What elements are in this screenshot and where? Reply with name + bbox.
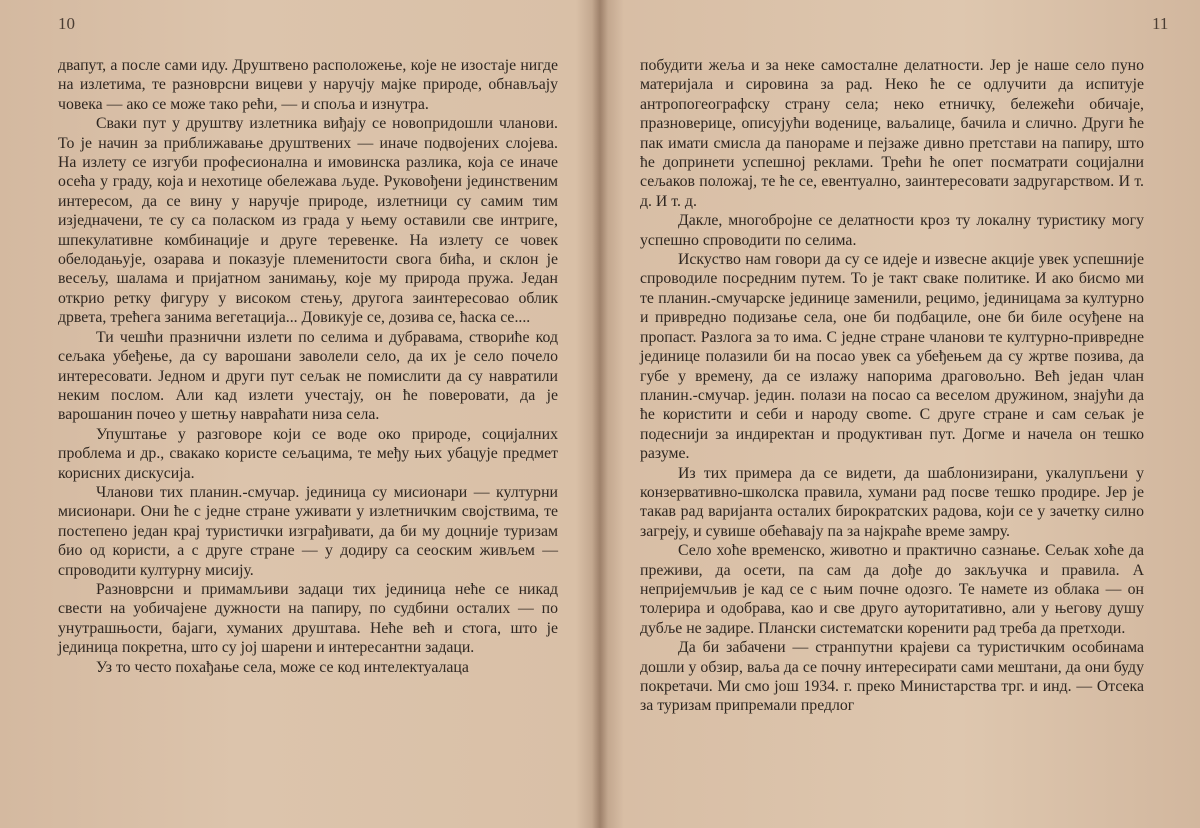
right-page xyxy=(604,0,1200,828)
page-body xyxy=(640,56,1144,716)
paragraph: Сваки пут у друштву излетника виђају се новопридошли чланови. То је начин за приближавање друштвених — иначе подвојених слојева. На излету се изгуби професионална и имовинска разлика, која се иначе осећа у граду, која и нехотице обележава људе. Руковођени јединственим интересом, да се вину у наручје природе, излетници су самим тим изједначени, те су са поласком из града у њему оставили све интриге, шпекулативне комбинације и друге теревенке. На излету се човек обелодањује, озарава и показује племенитости свога бића, и склон је весељу, шалама и пријатном занимању, које му природа пружа. Један открио ретку фигуру у високом стењу, другога заинтересовао облик дрвета, трећега занима вегетација... Довикује се, дозива се, ћаска се.... xyxy=(58,115,558,327)
page-number: 11 xyxy=(1152,14,1169,33)
paragraph: Искуство нам говори да су се идеје и извесне акције увек успешније спроводиле посредним путем. То је такт сваке политике. И ако бисмо ми те планин.-смучарске јединице заменили, рецимо, јединицама за културно и привредно подизање села, оне би подбациле, оне би биле осуђене на пропаст. Разлога за то има. С једне стране чланови те културно-привредне јединице полазили би на посао увек са убеђењем да су жртве позива, да губе у времену, да се излажу напорима драговољно. Већ један члан планин.-смучар. једин. полази на посао са веселом дружином, знајући да ће користити и себи и народу свome. С друге стране и сам сељак је подеснији за индиректан и продуктиван пут. Догме и начела он тешко разуме. xyxy=(640,251,1144,463)
paragraph: Дакле, многобројне се делатности кроз ту локалну туристику могу успешно спроводити по селима. xyxy=(640,212,1144,249)
paragraph: двапут, а после сами иду. Друштвено расположење, које не изостаје нигде на излетима, те разноврсни вицеви у наручју мајке природе, обнављају човека — ако се може тако рећи, — и споља и изнутра. xyxy=(58,57,558,113)
paragraph: Чланови тих планин.-смучар. јединица су мисионари — културни мисионари. Они ће с једне стране уживати у излетничким својствима, те постепено један крај туристички изграђивати, да би му доцније туризам био од користи, а с друге стране — у додиру са сеоским живљем — спроводити културну мисију. xyxy=(58,483,558,579)
paragraph: Ти чешћи празнични излети по селима и дубравама, створиће код сељака убеђење, да су варошани заволели село, да их је село почело интересовати. Једном и други пут сељак не помислити да су навратили неким послом. Али кад излети учестају, он ће поверовати, да је варошанин почео у шетњу навраћати низа села. xyxy=(58,328,558,424)
paragraph: Да би забачени — странпутни крајеви са туристичким особинама дошли у обзир, ваља да се почну интересирати сами мештани, да они буду покретачи. Ми смо још 1934. г. преко Министарства трг. и инд. — Отсека за туризам припремали предлог xyxy=(640,639,1144,715)
paragraph: Из тих примера да се видети, да шаблонизирани, укалупљени у конзервативно-школска правила, хумани рад посве тешко продире. Јер је такав рад варијанта осталих бирократских радова, који се у зачетку силно загреју, и сувише обећавају па за најкраће време замру. xyxy=(640,464,1144,540)
paragraph: побудити жеља и за неке самосталне делатности. Јер је наше село пуно материјала и сировина за рад. Неко ће се одлучити да испитује антропогеографску страну села; неко етничку, бележећи обичаје, празноверице, описујући воденице, ваљалице, бачила и слично. Други ће пак имати смисла да панораме и пејзаже дивно претстави на папиру, што ће допринети успешној реклами. Трећи ће опет посматрати социјални сељаков положај, те ће се, евентуално, заинтересовати задругарством. И т. д. И т. д. xyxy=(640,57,1144,210)
paragraph: Упуштање у разговоре који се воде око природе, социјалних проблема и др., свакако користе сељацима, те међу њих убацује предмет корисних дискусија. xyxy=(58,425,558,482)
paragraph: Село хоће временско, животно и практично сазнање. Сељак хоће да преживи, да осети, па сам да дође до закључка и правила. А непријемчљив је кад се с њим почне одозго. Те намете из облака — он толерира и одобрава, као и све друго ауторитативно, али у његову душу дубље не задире. Плански систематски коренити рад треба да претходи. xyxy=(640,542,1144,637)
page-number: 10 xyxy=(58,14,75,33)
left-page xyxy=(0,0,596,828)
paragraph: Уз то често похађање села, може се код интелектуалаца xyxy=(96,658,469,676)
paragraph: Разноврсни и примамљиви задаци тих јединица неће се никад свести на уобичајене дужности на папиру, по судбини осталих — по унутрашњости, бајаги, хуманих друштава. Неће већ и стога, што је јединица покретна, што су јој шарени и интересантни задаци. xyxy=(58,580,558,657)
page-body xyxy=(58,56,558,677)
